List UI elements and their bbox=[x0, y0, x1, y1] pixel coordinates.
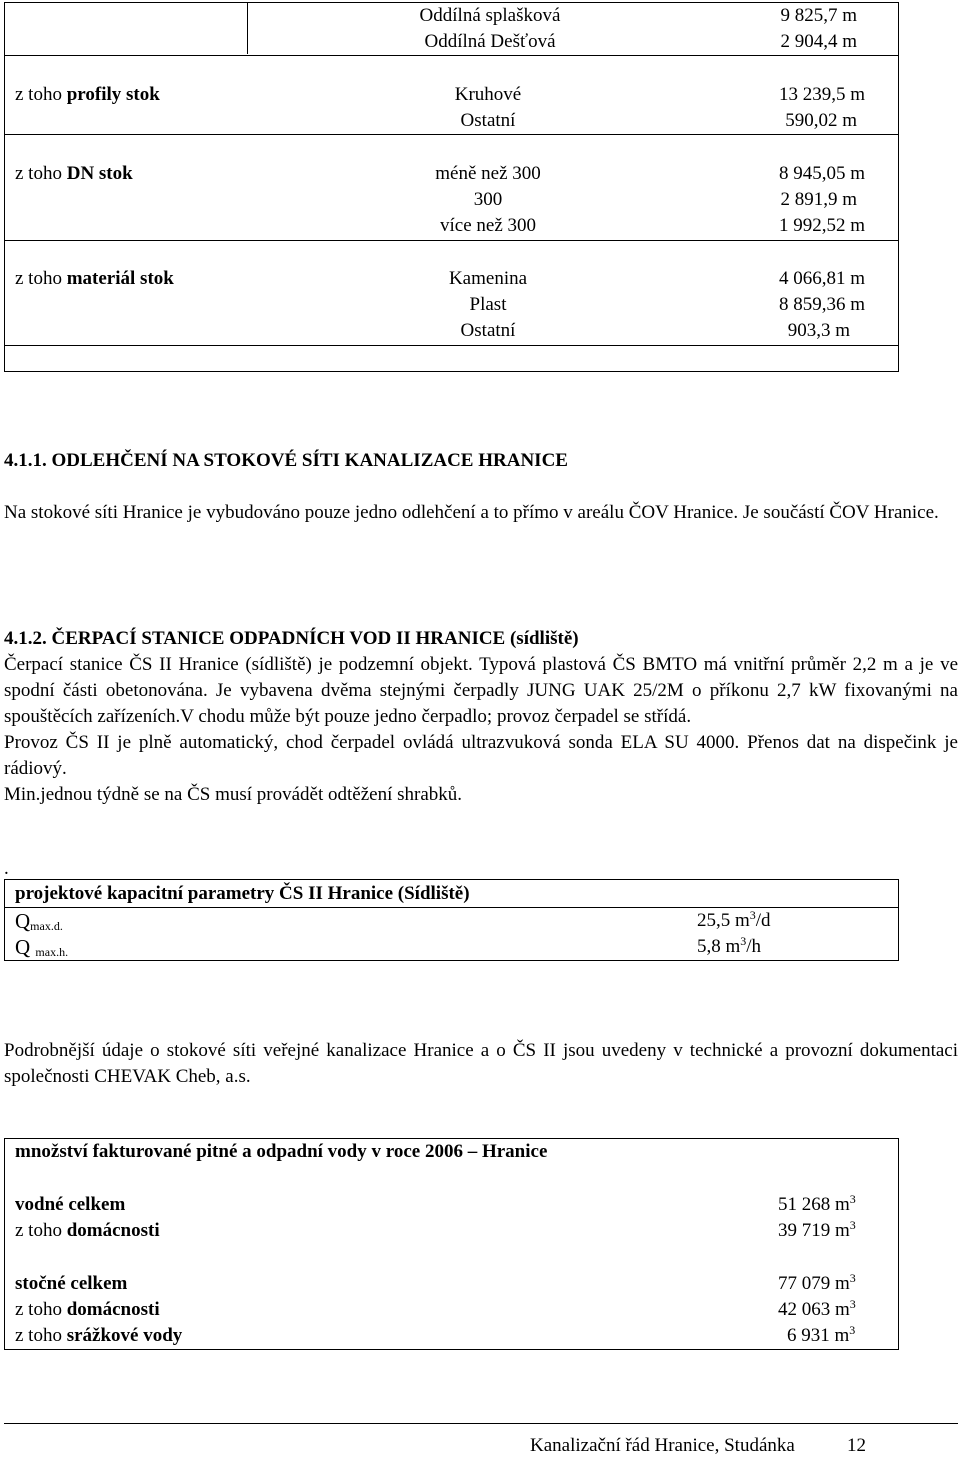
section-heading: 4.1.1. ODLEHČENÍ NA STOKOVÉ SÍTI KANALIZACE HRANICE bbox=[4, 450, 568, 471]
water-table-title: množství fakturované pitné a odpadní vody v roce 2006 – Hranice bbox=[15, 1141, 548, 1162]
table-row-label: z toho materiál stok bbox=[15, 268, 174, 289]
table-cell-value: 9 825,7 m bbox=[780, 5, 857, 26]
table-cell-value: 8 945,05 m bbox=[778, 163, 865, 184]
table-cell-kind: Oddílná Dešťová bbox=[424, 31, 556, 52]
paragraph-text: Podrobnější údaje o stokové síti veřejné kanalizace Hranice a o ČS II jsou uvedeny v technické a provozní dokumentaci společnosti CHEVAK Cheb, a.s. bbox=[4, 1040, 958, 1087]
detail-paragraph bbox=[4, 1038, 958, 1090]
table-cell-value: 1 992,52 m bbox=[778, 215, 865, 236]
table-cell-kind: více než 300 bbox=[439, 215, 536, 236]
footer-rule bbox=[4, 1423, 958, 1424]
table-cell-kind: Plast bbox=[469, 294, 507, 315]
table-cell-value: 2 891,9 m bbox=[780, 189, 857, 210]
table-cell-kind: Kamenina bbox=[448, 268, 528, 289]
paragraph-text: Provoz ČS II je plně automatický, chod čerpadel ovládá ultrazvuková sonda ELA SU 4000. Přenos dat na dispečink je rádiový. bbox=[4, 732, 958, 779]
water-row-value: 42 063 $m^3$ bbox=[778, 1297, 856, 1320]
capacity-row-value: 25,5 $m^3/d$ bbox=[697, 908, 771, 931]
table-cell-kind: Ostatní bbox=[460, 110, 516, 131]
water-row-label: stočné celkem bbox=[15, 1273, 128, 1294]
table-row-label: z toho DN stok bbox=[15, 163, 133, 184]
paragraph-text: Čerpací stanice ČS II Hranice (sídliště) je podzemní objekt. Typová plastová ČS BMTO má vnitřní průměr 2,2 m a je ve spodní části obetonována. Je vybavena dvěma stejnými čerpadly JUNG UAK 25/2M o příkonu 2,7 kW fixovanými na spouštěcích zařízeních.V chodu může být pouze jedno čerpadlo; provoz čerpadel se střídá. bbox=[4, 654, 958, 727]
stray-dot: . bbox=[4, 858, 9, 879]
table-cell-value: 590,02 m bbox=[785, 110, 857, 131]
section-heading: 4.1.2. ČERPACÍ STANICE ODPADNÍCH VOD II HRANICE (sídliště) bbox=[4, 628, 579, 649]
table-cell-value: 13 239,5 m bbox=[778, 84, 865, 105]
table-cell-value: 2 904,4 m bbox=[780, 31, 857, 52]
network-table-rule bbox=[4, 134, 899, 135]
section-paragraph bbox=[4, 500, 958, 526]
network-table-rule bbox=[4, 55, 899, 56]
table-row-label: z toho profily stok bbox=[15, 84, 160, 105]
table-cell-value: 4 066,81 m bbox=[778, 268, 865, 289]
capacity-row-symbol: Qmax.d. bbox=[15, 909, 63, 933]
water-row-label: z toho srážkové vody bbox=[15, 1325, 183, 1346]
network-table-rule bbox=[4, 240, 899, 241]
table-cell-kind: 300 bbox=[473, 189, 503, 210]
table-cell-kind: méně než 300 bbox=[435, 163, 541, 184]
table-cell-value: 903,3 m bbox=[787, 320, 850, 341]
capacity-table-title: projektové kapacitní parametry ČS II Hranice (Sídliště) bbox=[15, 883, 470, 904]
capacity-row-symbol: Q max.h. bbox=[15, 935, 69, 959]
network-table-divider bbox=[247, 2, 248, 54]
water-row-value: 39 719 $m^3$ bbox=[778, 1218, 856, 1241]
water-row-label: vodné celkem bbox=[15, 1194, 126, 1215]
table-cell-kind: Ostatní bbox=[460, 320, 516, 341]
water-row-value: 77 079 $m^3$ bbox=[778, 1271, 856, 1294]
section-paragraph bbox=[4, 652, 958, 808]
network-table-rule bbox=[4, 345, 899, 346]
table-cell-kind: Oddílná splašková bbox=[419, 5, 561, 26]
water-row-label: z toho domácnosti bbox=[15, 1299, 160, 1320]
table-cell-value: 8 859,36 m bbox=[778, 294, 865, 315]
table-cell-kind: Kruhové bbox=[454, 84, 522, 105]
page-number: 12 bbox=[847, 1435, 866, 1456]
paragraph-text: Na stokové síti Hranice je vybudováno pouze jedno odlehčení a to přímo v areálu ČOV Hranice. Je součástí ČOV Hranice. bbox=[4, 502, 939, 523]
paragraph-text: Min.jednou týdně se na ČS musí provádět odtěžení shrabků. bbox=[4, 784, 463, 805]
water-row-value: 6 931 $m^3$ bbox=[787, 1323, 856, 1346]
water-row-label: z toho domácnosti bbox=[15, 1220, 160, 1241]
water-row-value: 51 268 $m^3$ bbox=[778, 1192, 856, 1215]
footer-text: Kanalizační řád Hranice, Studánka bbox=[530, 1435, 795, 1456]
capacity-row-value: 5,8 $m^3/h$ bbox=[697, 934, 762, 957]
